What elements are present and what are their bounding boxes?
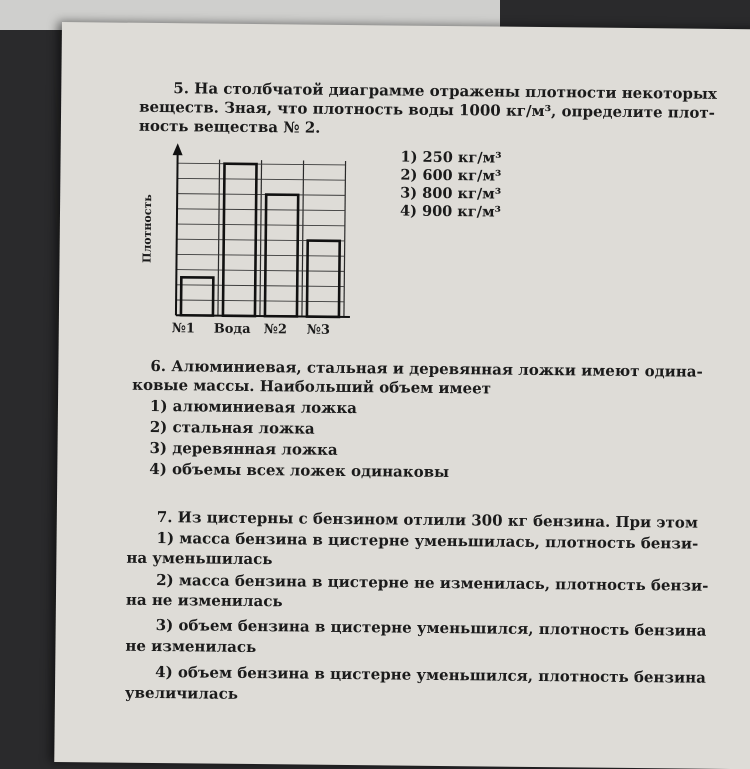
q7-option-1-b: на уменьшилась [126, 548, 273, 569]
y-axis [176, 147, 178, 315]
chart-svg [154, 143, 356, 325]
textbook-page [54, 22, 750, 769]
q7-option-4-b: увеличилась [124, 683, 239, 703]
bar-1 [181, 277, 213, 315]
density-bar-chart [140, 143, 356, 340]
q6-option-4: 4) объемы всех ложек одинаковы [149, 459, 450, 482]
q5-option-4: 4) 900 кг/м³ [399, 202, 502, 221]
q7-option-2-b: на не изменилась [125, 590, 283, 611]
bar-4 [307, 241, 340, 317]
q5-option-2: 2) 600 кг/м³ [400, 166, 502, 185]
q6-option-3: 3) деревянная ложка [149, 438, 338, 459]
x-tick-label: №1 [171, 321, 196, 337]
q7-option-3-a: 3) объем бензина в цистерне уменьшился, плотность бензина [155, 616, 707, 640]
x-tick-label: Вода [213, 321, 251, 337]
grid-line-vertical [260, 160, 262, 316]
grid-line-vertical [344, 161, 346, 317]
q5-line-1: 5. На столбчатой диаграмме отражены плотности некоторых [173, 79, 717, 103]
q6-line-2: ковые массы. Наибольший объем имеет [132, 375, 492, 398]
y-axis-label: Плотность [140, 194, 155, 263]
q7-option-1-a: 1) масса бензина в цистерне уменьшилась, плотность бензи- [156, 529, 699, 553]
q7-option-2-a: 2) масса бензина в цистерне не изменилась, плотность бензи- [156, 571, 709, 595]
q6-line-1: 6. Алюминиевая, стальная и деревянная ложки имеют одина- [150, 356, 703, 381]
q6-option-1: 1) алюминиевая ложка [149, 396, 358, 418]
x-tick-label: №3 [306, 322, 331, 338]
q5-option-1: 1) 250 кг/м³ [400, 148, 502, 167]
grid-line-vertical [218, 160, 220, 316]
y-axis-arrow [173, 143, 183, 155]
q7-option-3-b: не изменилась [125, 636, 257, 657]
q7-option-4-a: 4) объем бензина в цистерне уменьшился, плотность бензина [155, 663, 706, 687]
x-tick-label: №2 [263, 322, 288, 338]
q5-line-2: веществ. Зная, что плотность воды 1000 кг/м³, определите плот- [139, 97, 716, 122]
q5-line-3: ность вещества № 2. [138, 116, 321, 137]
q6-option-2: 2) стальная ложка [149, 417, 315, 438]
q5-option-3: 3) 800 кг/м³ [400, 184, 502, 203]
q7-line-1: 7. Из цистерны с бензином отлили 300 кг бензина. При этом [156, 508, 698, 532]
grid-line-vertical [302, 161, 304, 317]
